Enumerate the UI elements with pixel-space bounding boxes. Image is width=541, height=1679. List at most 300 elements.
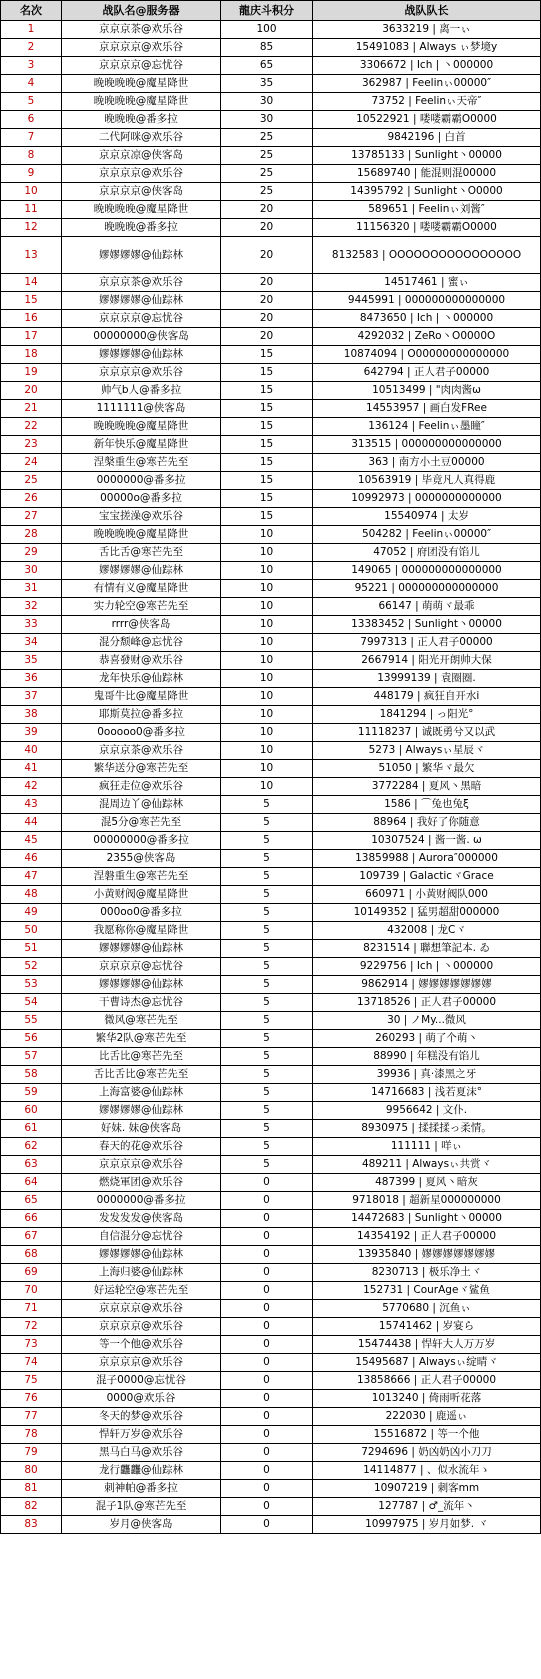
score-cell: 5 bbox=[221, 796, 313, 814]
score-cell: 5 bbox=[221, 1066, 313, 1084]
rank-cell: 71 bbox=[1, 1300, 62, 1318]
rank-cell: 56 bbox=[1, 1030, 62, 1048]
table-row bbox=[1, 1336, 541, 1354]
team-cell: 小黄财阀@魔星降世 bbox=[62, 886, 221, 904]
leader-cell: 4292032 | ZeRo丶O0000O bbox=[313, 328, 541, 346]
table-row bbox=[1, 39, 541, 57]
rank-cell: 31 bbox=[1, 580, 62, 598]
rank-cell: 64 bbox=[1, 1174, 62, 1192]
score-cell: 5 bbox=[221, 1120, 313, 1138]
team-cell: 京京京京@忘忧谷 bbox=[62, 310, 221, 328]
score-cell: 0 bbox=[221, 1426, 313, 1444]
score-cell: 10 bbox=[221, 706, 313, 724]
team-cell: 嫪嫪嫪嫪@仙踪林 bbox=[62, 1102, 221, 1120]
rank-cell: 5 bbox=[1, 93, 62, 111]
rank-cell: 4 bbox=[1, 75, 62, 93]
score-cell: 0 bbox=[221, 1372, 313, 1390]
rank-cell: 61 bbox=[1, 1120, 62, 1138]
rank-cell: 52 bbox=[1, 958, 62, 976]
team-cell: 冬天的梦@欢乐谷 bbox=[62, 1408, 221, 1426]
table-row bbox=[1, 562, 541, 580]
score-cell: 10 bbox=[221, 544, 313, 562]
table-row bbox=[1, 1030, 541, 1048]
table-row bbox=[1, 796, 541, 814]
leader-cell: 9445991 | 000000000000000 bbox=[313, 292, 541, 310]
leader-cell: 9862914 | 嫪嫪嫪嫪嫪嫪嫪 bbox=[313, 976, 541, 994]
score-cell: 15 bbox=[221, 400, 313, 418]
leader-cell: 73752 | Feelinぃ天帝″ bbox=[313, 93, 541, 111]
table-row bbox=[1, 1354, 541, 1372]
rank-cell: 53 bbox=[1, 976, 62, 994]
score-cell: 0 bbox=[221, 1354, 313, 1372]
rank-cell: 68 bbox=[1, 1246, 62, 1264]
col-header-rank: 名次 bbox=[1, 1, 62, 21]
leader-cell: 88964 | 我好了你随意 bbox=[313, 814, 541, 832]
rank-cell: 40 bbox=[1, 742, 62, 760]
score-cell: 10 bbox=[221, 634, 313, 652]
leader-cell: 11156320 | 喽喽霸霸O0000 bbox=[313, 219, 541, 237]
rank-cell: 75 bbox=[1, 1372, 62, 1390]
team-cell: 嫪嫪嫪嫪@仙踪林 bbox=[62, 976, 221, 994]
table-row bbox=[1, 598, 541, 616]
team-cell: 嫪嫪嫪嫪@仙踪林 bbox=[62, 346, 221, 364]
score-cell: 5 bbox=[221, 886, 313, 904]
score-cell: 0 bbox=[221, 1498, 313, 1516]
score-cell: 15 bbox=[221, 472, 313, 490]
leader-cell: 10149352 | 猛男超甜000000 bbox=[313, 904, 541, 922]
table-row bbox=[1, 183, 541, 201]
team-cell: 京京京京@忘忧谷 bbox=[62, 57, 221, 75]
table-row bbox=[1, 508, 541, 526]
team-cell: 0000000@番多拉 bbox=[62, 472, 221, 490]
team-cell: 京京京凉@侠客岛 bbox=[62, 147, 221, 165]
team-cell: 混分颓峰@忘忧谷 bbox=[62, 634, 221, 652]
score-cell: 25 bbox=[221, 147, 313, 165]
leader-cell: 111111 | 咩ぃ bbox=[313, 1138, 541, 1156]
rank-cell: 20 bbox=[1, 382, 62, 400]
leader-cell: 15495687 | Alwaysぃ绽晴ヾ bbox=[313, 1354, 541, 1372]
rank-cell: 11 bbox=[1, 201, 62, 219]
leader-cell: 362987 | Feelinぃ00000″ bbox=[313, 75, 541, 93]
leader-cell: 13999139 | 袁圈圈. bbox=[313, 670, 541, 688]
team-cell: 燃烧軍团@欢乐谷 bbox=[62, 1174, 221, 1192]
leader-cell: 504282 | Feelinぃ00000″ bbox=[313, 526, 541, 544]
leader-cell: 95221 | 000000000000000 bbox=[313, 580, 541, 598]
table-row bbox=[1, 364, 541, 382]
table-row bbox=[1, 472, 541, 490]
score-cell: 0 bbox=[221, 1336, 313, 1354]
leader-cell: 14395792 | Sunlight丶O0000 bbox=[313, 183, 541, 201]
rank-cell: 62 bbox=[1, 1138, 62, 1156]
team-cell: 二代阿咪@欢乐谷 bbox=[62, 129, 221, 147]
rank-cell: 72 bbox=[1, 1318, 62, 1336]
score-cell: 15 bbox=[221, 364, 313, 382]
score-cell: 0 bbox=[221, 1318, 313, 1336]
team-cell: 京京京京@侠客岛 bbox=[62, 183, 221, 201]
leader-cell: 14472683 | Sunlight丶00000 bbox=[313, 1210, 541, 1228]
score-cell: 85 bbox=[221, 39, 313, 57]
score-cell: 5 bbox=[221, 1156, 313, 1174]
team-cell: 黑马白马@欢乐谷 bbox=[62, 1444, 221, 1462]
table-row bbox=[1, 1156, 541, 1174]
team-cell: 刺神帕@番多拉 bbox=[62, 1480, 221, 1498]
table-row bbox=[1, 129, 541, 147]
table-row bbox=[1, 1390, 541, 1408]
team-cell: 龙年快乐@仙踪林 bbox=[62, 670, 221, 688]
leader-cell: 5273 | Alwaysぃ星辰ヾ bbox=[313, 742, 541, 760]
rank-cell: 10 bbox=[1, 183, 62, 201]
score-cell: 10 bbox=[221, 688, 313, 706]
leader-cell: 14354192 | 正人君子00000 bbox=[313, 1228, 541, 1246]
rank-cell: 22 bbox=[1, 418, 62, 436]
rank-cell: 14 bbox=[1, 274, 62, 292]
leader-cell: 15689740 | 能混则混00000 bbox=[313, 165, 541, 183]
leader-cell: 8132583 | OOOOOOOOOOOOOOOO bbox=[313, 237, 541, 274]
rank-cell: 36 bbox=[1, 670, 62, 688]
team-cell: 晚晚晚晚@魔星降世 bbox=[62, 526, 221, 544]
team-cell: 晚晚晚晚@魔星降世 bbox=[62, 75, 221, 93]
leader-cell: 3633219 | 离一ぃ bbox=[313, 21, 541, 39]
rank-cell: 30 bbox=[1, 562, 62, 580]
rank-cell: 26 bbox=[1, 490, 62, 508]
score-cell: 5 bbox=[221, 958, 313, 976]
table-row bbox=[1, 1246, 541, 1264]
rank-cell: 57 bbox=[1, 1048, 62, 1066]
team-cell: 实力轮空@寒芒先至 bbox=[62, 598, 221, 616]
table-row bbox=[1, 706, 541, 724]
team-cell: 京京京京@忘忧谷 bbox=[62, 958, 221, 976]
rank-cell: 15 bbox=[1, 292, 62, 310]
leader-cell: 11118237 | 诚既勇兮又以武 bbox=[313, 724, 541, 742]
team-cell: 嫪嫪嫪嫪@仙踪林 bbox=[62, 1246, 221, 1264]
table-row bbox=[1, 454, 541, 472]
team-cell: 晚晚晚晚@魔星降世 bbox=[62, 201, 221, 219]
rank-cell: 19 bbox=[1, 364, 62, 382]
table-row bbox=[1, 274, 541, 292]
score-cell: 20 bbox=[221, 328, 313, 346]
leader-cell: 149065 | 000000000000000 bbox=[313, 562, 541, 580]
rank-cell: 77 bbox=[1, 1408, 62, 1426]
team-cell: 悍轩万岁@欢乐谷 bbox=[62, 1426, 221, 1444]
leader-cell: 15516872 | 等一个他 bbox=[313, 1426, 541, 1444]
score-cell: 10 bbox=[221, 742, 313, 760]
leader-cell: 109739 | GalacticヾGrace bbox=[313, 868, 541, 886]
score-cell: 30 bbox=[221, 93, 313, 111]
score-cell: 0 bbox=[221, 1228, 313, 1246]
table-row bbox=[1, 219, 541, 237]
leader-cell: 9956642 | 文仆. bbox=[313, 1102, 541, 1120]
rank-cell: 29 bbox=[1, 544, 62, 562]
table-row bbox=[1, 1066, 541, 1084]
rank-cell: 79 bbox=[1, 1444, 62, 1462]
leader-cell: 8930975 | 揉揉揉っ柔情。 bbox=[313, 1120, 541, 1138]
team-cell: 疯狂走位@欢乐谷 bbox=[62, 778, 221, 796]
leader-cell: 15474438 | 悍轩大人万万岁 bbox=[313, 1336, 541, 1354]
rank-cell: 76 bbox=[1, 1390, 62, 1408]
rank-cell: 60 bbox=[1, 1102, 62, 1120]
team-cell: 0000000@番多拉 bbox=[62, 1192, 221, 1210]
team-cell: 混子0000@忘忧谷 bbox=[62, 1372, 221, 1390]
leader-cell: 3306672 | Ich | 丶000000 bbox=[313, 57, 541, 75]
team-cell: 好运轮空@寒芒先至 bbox=[62, 1282, 221, 1300]
rank-cell: 33 bbox=[1, 616, 62, 634]
table-row bbox=[1, 328, 541, 346]
leader-cell: 39936 | 真·漆黑之牙 bbox=[313, 1066, 541, 1084]
table-row bbox=[1, 580, 541, 598]
score-cell: 5 bbox=[221, 1030, 313, 1048]
score-cell: 5 bbox=[221, 814, 313, 832]
table-row bbox=[1, 1462, 541, 1480]
rank-cell: 9 bbox=[1, 165, 62, 183]
rank-cell: 16 bbox=[1, 310, 62, 328]
team-cell: 000oo0@番多拉 bbox=[62, 904, 221, 922]
leader-cell: 1013240 | 倚雨听花落 bbox=[313, 1390, 541, 1408]
table-row bbox=[1, 850, 541, 868]
team-cell: 晚晚晚@番多拉 bbox=[62, 111, 221, 129]
table-row bbox=[1, 958, 541, 976]
leader-cell: 14114877 | 、似水流年ゝ bbox=[313, 1462, 541, 1480]
table-row bbox=[1, 670, 541, 688]
leader-cell: 14517461 | 蜜ぃ bbox=[313, 274, 541, 292]
team-cell: 涅磐重生@寒芒先至 bbox=[62, 868, 221, 886]
team-cell: 京京京茶@欢乐谷 bbox=[62, 274, 221, 292]
leader-cell: 363 | 南方小土豆00000 bbox=[313, 454, 541, 472]
table-row bbox=[1, 724, 541, 742]
score-cell: 10 bbox=[221, 652, 313, 670]
table-row bbox=[1, 616, 541, 634]
rank-cell: 47 bbox=[1, 868, 62, 886]
table-row bbox=[1, 886, 541, 904]
leader-cell: 66147 | 萌萌ヾ最乖 bbox=[313, 598, 541, 616]
team-cell: 恭喜發财@欢乐谷 bbox=[62, 652, 221, 670]
table-row bbox=[1, 1102, 541, 1120]
leader-cell: 13859988 | Aurora″000000 bbox=[313, 850, 541, 868]
table-row bbox=[1, 237, 541, 274]
leader-cell: 589651 | Feelinぃ刘酱″ bbox=[313, 201, 541, 219]
table-row bbox=[1, 1516, 541, 1534]
score-cell: 30 bbox=[221, 111, 313, 129]
leader-cell: 3772284 | 夏风丶黑暗 bbox=[313, 778, 541, 796]
team-cell: 宝宝搓澡@欢乐谷 bbox=[62, 508, 221, 526]
score-cell: 25 bbox=[221, 129, 313, 147]
score-cell: 20 bbox=[221, 237, 313, 274]
leader-cell: 313515 | 000000000000000 bbox=[313, 436, 541, 454]
rank-cell: 58 bbox=[1, 1066, 62, 1084]
rank-cell: 41 bbox=[1, 760, 62, 778]
score-cell: 15 bbox=[221, 490, 313, 508]
leader-cell: 9718018 | 超新星000000000 bbox=[313, 1192, 541, 1210]
score-cell: 10 bbox=[221, 562, 313, 580]
leader-cell: 10874094 | O00000000000000 bbox=[313, 346, 541, 364]
col-header-team: 战队名@服务器 bbox=[62, 1, 221, 21]
rank-cell: 83 bbox=[1, 1516, 62, 1534]
rank-cell: 25 bbox=[1, 472, 62, 490]
rank-cell: 18 bbox=[1, 346, 62, 364]
team-cell: 混子1队@寒芒先至 bbox=[62, 1498, 221, 1516]
score-cell: 0 bbox=[221, 1462, 313, 1480]
score-cell: 0 bbox=[221, 1246, 313, 1264]
rank-cell: 39 bbox=[1, 724, 62, 742]
score-cell: 65 bbox=[221, 57, 313, 75]
rank-cell: 65 bbox=[1, 1192, 62, 1210]
score-cell: 15 bbox=[221, 508, 313, 526]
score-cell: 15 bbox=[221, 454, 313, 472]
team-cell: 微风@寒芒先至 bbox=[62, 1012, 221, 1030]
team-cell: 2355@侠客岛 bbox=[62, 850, 221, 868]
leader-cell: 260293 | 萌了个萌丶 bbox=[313, 1030, 541, 1048]
team-cell: 帅气b人@番多拉 bbox=[62, 382, 221, 400]
leader-cell: 15540974 | 太岁 bbox=[313, 508, 541, 526]
score-cell: 0 bbox=[221, 1408, 313, 1426]
table-row bbox=[1, 1264, 541, 1282]
score-cell: 100 bbox=[221, 21, 313, 39]
team-cell: 新年快乐@魔星降世 bbox=[62, 436, 221, 454]
team-cell: rrrr@侠客岛 bbox=[62, 616, 221, 634]
col-header-leader: 战队队长 bbox=[313, 1, 541, 21]
team-cell: 自信混分@忘忧谷 bbox=[62, 1228, 221, 1246]
leader-cell: 9229756 | Ich | 丶000000 bbox=[313, 958, 541, 976]
leader-cell: 222030 | 鹿遥ぃ bbox=[313, 1408, 541, 1426]
rank-cell: 63 bbox=[1, 1156, 62, 1174]
score-cell: 0 bbox=[221, 1210, 313, 1228]
score-cell: 5 bbox=[221, 976, 313, 994]
leader-cell: 487399 | 夏风丶暗灰 bbox=[313, 1174, 541, 1192]
team-cell: 京京京京@欢乐谷 bbox=[62, 364, 221, 382]
rank-cell: 17 bbox=[1, 328, 62, 346]
team-cell: 嫪嫪嫪嫪@仙踪林 bbox=[62, 292, 221, 310]
team-cell: 好妹. 妹@侠客岛 bbox=[62, 1120, 221, 1138]
leader-cell: 7997313 | 正人君子00000 bbox=[313, 634, 541, 652]
table-row bbox=[1, 436, 541, 454]
table-row bbox=[1, 165, 541, 183]
team-cell: 舌比舌比@寒芒先至 bbox=[62, 1066, 221, 1084]
score-cell: 15 bbox=[221, 346, 313, 364]
score-cell: 20 bbox=[221, 219, 313, 237]
score-cell: 15 bbox=[221, 418, 313, 436]
team-cell: 耶斯莫拉@番多拉 bbox=[62, 706, 221, 724]
table-row bbox=[1, 1210, 541, 1228]
team-cell: 繁华2队@寒芒先至 bbox=[62, 1030, 221, 1048]
team-cell: 0ooooo0@番多拉 bbox=[62, 724, 221, 742]
rank-cell: 38 bbox=[1, 706, 62, 724]
rank-cell: 6 bbox=[1, 111, 62, 129]
team-cell: 岁月@侠客岛 bbox=[62, 1516, 221, 1534]
rank-cell: 13 bbox=[1, 237, 62, 274]
table-row bbox=[1, 832, 541, 850]
score-cell: 0 bbox=[221, 1300, 313, 1318]
table-row bbox=[1, 1444, 541, 1462]
leader-cell: 10992973 | 0000000000000 bbox=[313, 490, 541, 508]
table-row bbox=[1, 1012, 541, 1030]
rank-cell: 78 bbox=[1, 1426, 62, 1444]
rank-cell: 69 bbox=[1, 1264, 62, 1282]
team-cell: 晚晚晚晚@魔星降世 bbox=[62, 418, 221, 436]
rank-cell: 8 bbox=[1, 147, 62, 165]
leader-cell: 10522921 | 喽喽霸霸O0000 bbox=[313, 111, 541, 129]
leader-cell: 14553957 | 画白发FRee bbox=[313, 400, 541, 418]
leader-cell: 8230713 | 极乐净土ヾ bbox=[313, 1264, 541, 1282]
table-row bbox=[1, 292, 541, 310]
team-cell: 舌比舌@寒芒先至 bbox=[62, 544, 221, 562]
table-row bbox=[1, 688, 541, 706]
rank-cell: 27 bbox=[1, 508, 62, 526]
table-row bbox=[1, 1138, 541, 1156]
team-cell: 比舌比@寒芒先至 bbox=[62, 1048, 221, 1066]
table-row bbox=[1, 868, 541, 886]
table-row bbox=[1, 634, 541, 652]
team-cell: 有情有义@魔星降世 bbox=[62, 580, 221, 598]
leader-cell: 448179 | 疯狂自开水i bbox=[313, 688, 541, 706]
leader-cell: 432008 | 龙Cヾ bbox=[313, 922, 541, 940]
rank-cell: 37 bbox=[1, 688, 62, 706]
table-row bbox=[1, 400, 541, 418]
rank-cell: 81 bbox=[1, 1480, 62, 1498]
rank-cell: 34 bbox=[1, 634, 62, 652]
score-cell: 35 bbox=[221, 75, 313, 93]
leader-cell: 13785133 | Sunlight丶00000 bbox=[313, 147, 541, 165]
score-cell: 25 bbox=[221, 165, 313, 183]
leader-cell: 13383452 | Sunlight丶00000 bbox=[313, 616, 541, 634]
table-row bbox=[1, 57, 541, 75]
leader-cell: 2667914 | 阳光开朗帅大保 bbox=[313, 652, 541, 670]
table-row bbox=[1, 93, 541, 111]
table-row bbox=[1, 760, 541, 778]
leader-cell: 13935840 | 嫪嫪嫪嫪嫪嫪嫪 bbox=[313, 1246, 541, 1264]
table-row bbox=[1, 1372, 541, 1390]
leader-cell: 5770680 | 沉鱼ぃ bbox=[313, 1300, 541, 1318]
table-row bbox=[1, 346, 541, 364]
rank-cell: 67 bbox=[1, 1228, 62, 1246]
score-cell: 5 bbox=[221, 922, 313, 940]
leader-cell: 15741462 | 岁宴ら bbox=[313, 1318, 541, 1336]
rank-cell: 42 bbox=[1, 778, 62, 796]
table-row bbox=[1, 1048, 541, 1066]
table-row bbox=[1, 201, 541, 219]
rank-cell: 70 bbox=[1, 1282, 62, 1300]
leader-cell: 136124 | Feelinぃ墨瞳″ bbox=[313, 418, 541, 436]
leader-cell: 30 | ノMy...微风 bbox=[313, 1012, 541, 1030]
rank-cell: 55 bbox=[1, 1012, 62, 1030]
team-cell: 干曹诗杰@忘忧谷 bbox=[62, 994, 221, 1012]
score-cell: 10 bbox=[221, 670, 313, 688]
rank-cell: 43 bbox=[1, 796, 62, 814]
score-cell: 5 bbox=[221, 1012, 313, 1030]
rank-cell: 3 bbox=[1, 57, 62, 75]
table-row bbox=[1, 111, 541, 129]
table-row bbox=[1, 940, 541, 958]
team-cell: 鬼哥牛比@魔星降世 bbox=[62, 688, 221, 706]
score-cell: 5 bbox=[221, 1102, 313, 1120]
rank-cell: 46 bbox=[1, 850, 62, 868]
table-row bbox=[1, 147, 541, 165]
team-cell: 混周边丫@仙踪林 bbox=[62, 796, 221, 814]
score-cell: 20 bbox=[221, 274, 313, 292]
team-cell: 混5分@寒芒先至 bbox=[62, 814, 221, 832]
table-row bbox=[1, 994, 541, 1012]
leader-cell: 13718526 | 正人君子00000 bbox=[313, 994, 541, 1012]
rank-cell: 35 bbox=[1, 652, 62, 670]
table-row bbox=[1, 1282, 541, 1300]
table-row bbox=[1, 490, 541, 508]
rank-cell: 23 bbox=[1, 436, 62, 454]
score-cell: 0 bbox=[221, 1264, 313, 1282]
score-cell: 0 bbox=[221, 1444, 313, 1462]
score-cell: 0 bbox=[221, 1480, 313, 1498]
score-cell: 20 bbox=[221, 201, 313, 219]
team-cell: 京京京京@欢乐谷 bbox=[62, 1318, 221, 1336]
rank-cell: 45 bbox=[1, 832, 62, 850]
table-row bbox=[1, 1498, 541, 1516]
